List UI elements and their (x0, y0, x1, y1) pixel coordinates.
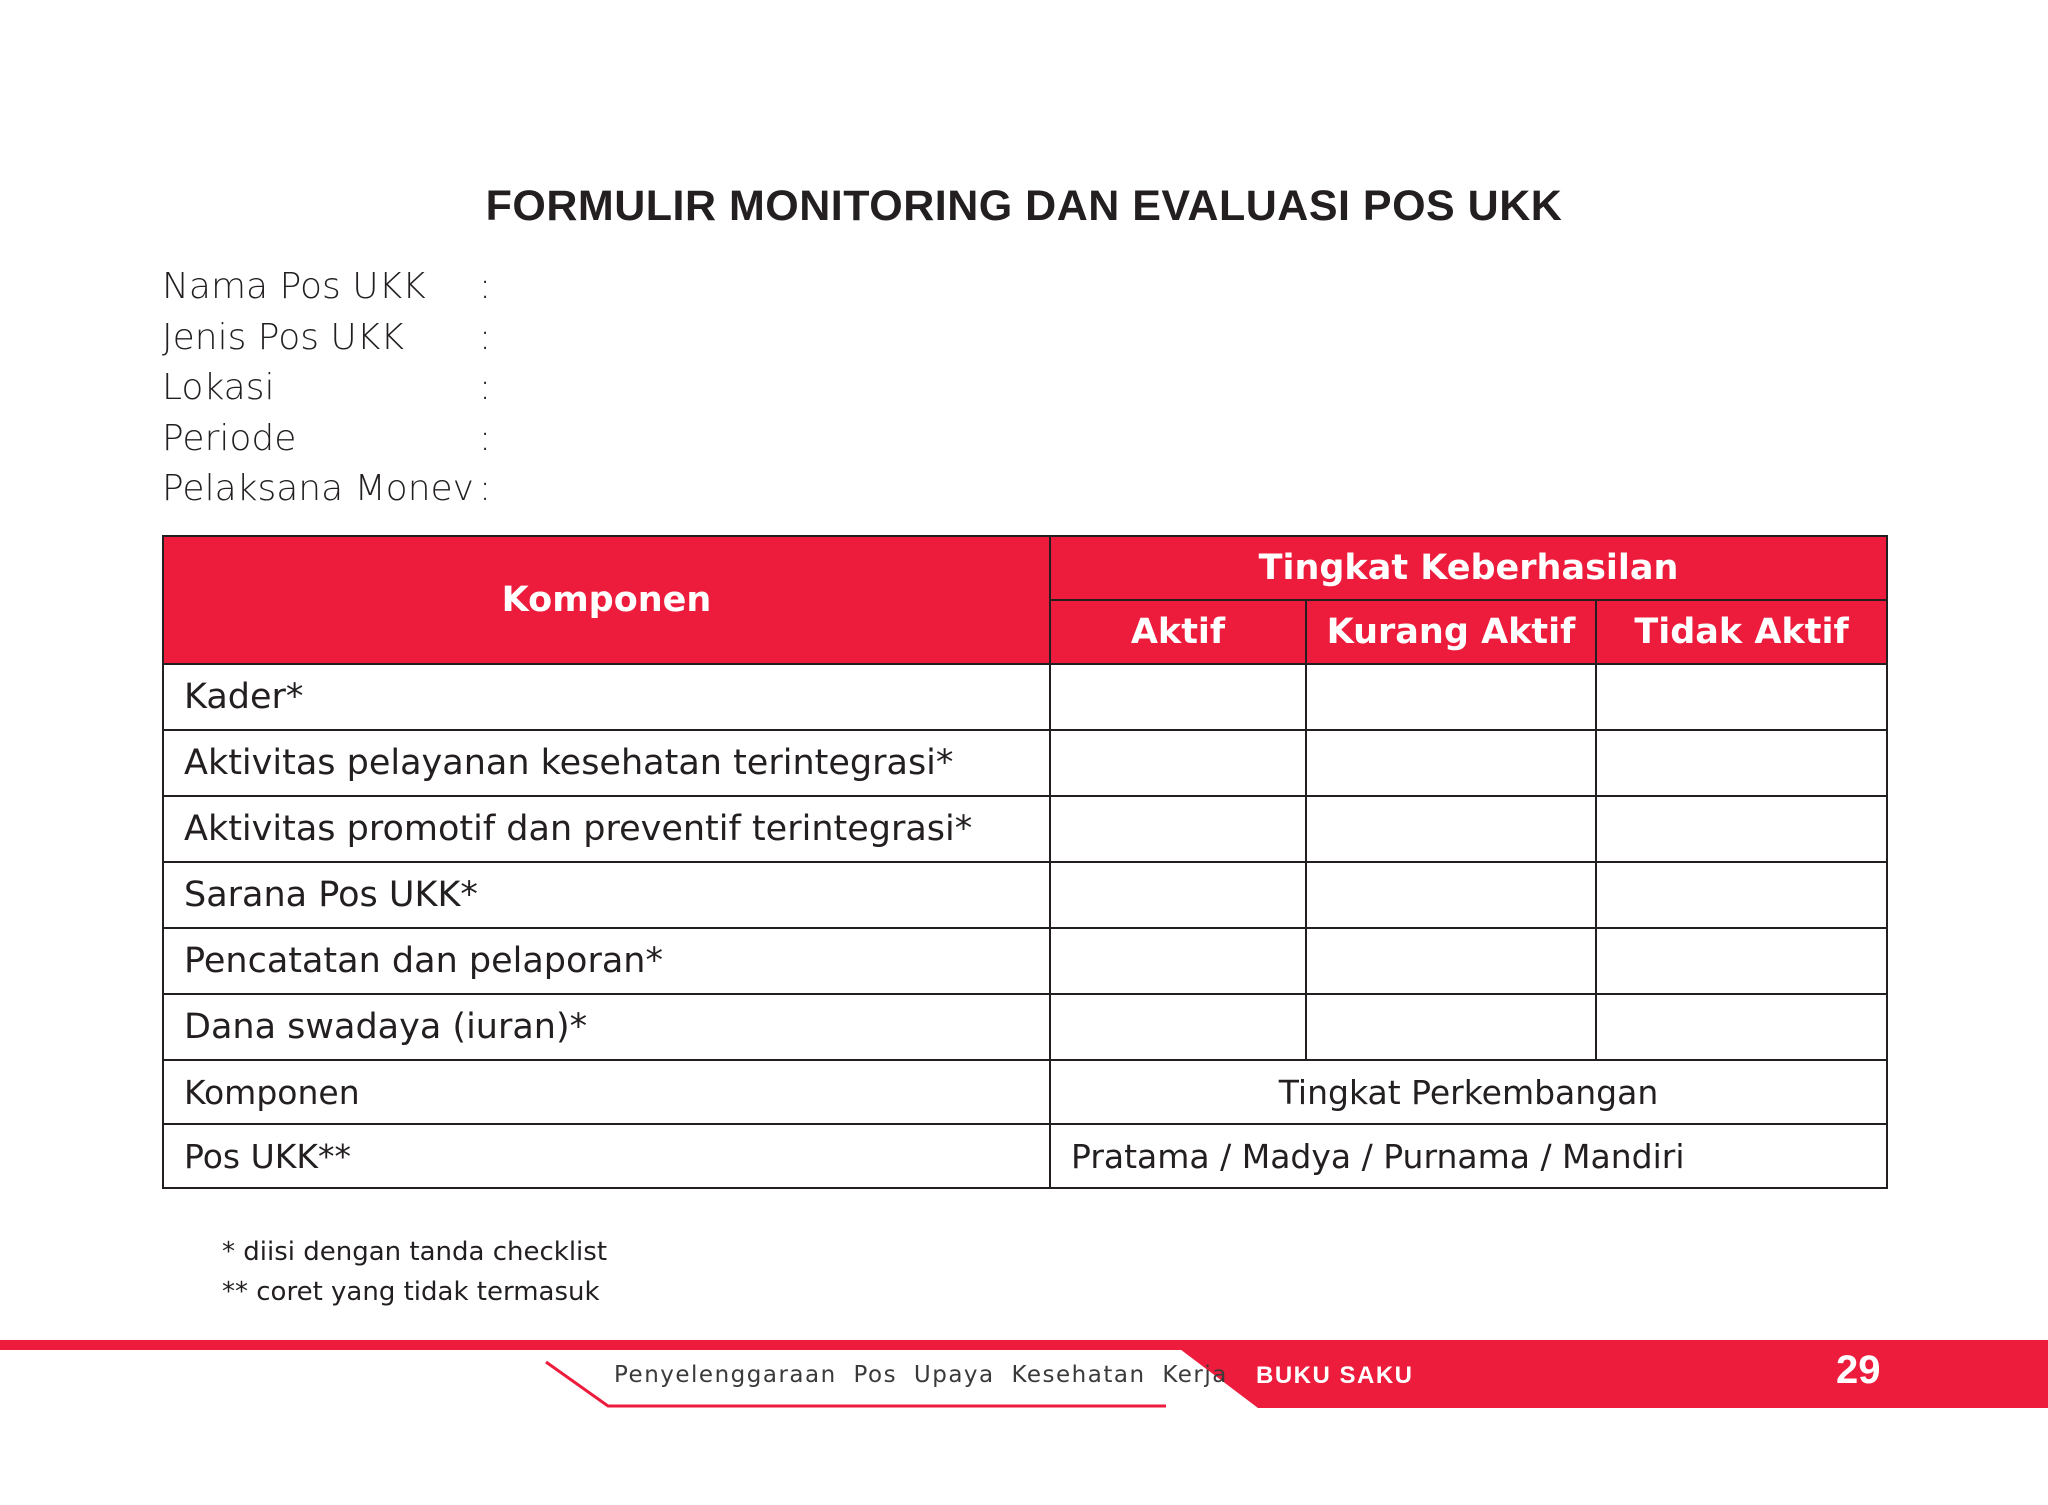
header-component: Komponen (163, 536, 1050, 664)
form-info (162, 262, 499, 515)
table-row (163, 796, 1887, 862)
row-label: Aktivitas promotif dan preventif terintegrasi* (163, 796, 1050, 862)
info-row-pelaksana (162, 464, 499, 515)
info-row-jenis (162, 313, 499, 364)
row-label: Sarana Pos UKK* (163, 862, 1050, 928)
footnote-checklist: * diisi dengan tanda checklist (222, 1237, 608, 1267)
page-title: FORMULIR MONITORING DAN EVALUASI POS UKK (485, 182, 1563, 230)
dev-row (163, 1124, 1887, 1188)
info-label: Periode (162, 417, 297, 459)
cell-tidak-aktif[interactable] (1596, 862, 1887, 928)
cell-tidak-aktif[interactable] (1596, 730, 1887, 796)
subheader-tidak-aktif: Tidak Aktif (1596, 600, 1887, 664)
info-row-periode (162, 414, 499, 465)
cell-aktif[interactable] (1050, 730, 1306, 796)
row-label: Aktivitas pelayanan kesehatan terintegrasi* (163, 730, 1050, 796)
evaluation-table (162, 535, 1888, 1189)
table-row (163, 664, 1887, 730)
info-label: Pelaksana Monev (162, 468, 474, 509)
info-colon: : (479, 266, 492, 307)
subheader-aktif: Aktif (1050, 600, 1306, 664)
table-row (163, 928, 1887, 994)
table-row (163, 994, 1887, 1060)
footer-subtitle: Penyelenggaraan Pos Upaya Kesehatan Kerja (614, 1362, 1228, 1388)
cell-tidak-aktif[interactable] (1596, 994, 1887, 1060)
info-colon: : (479, 367, 492, 408)
footer-book-label: BUKU SAKU (1256, 1362, 1414, 1389)
info-label: Nama Pos UKK (162, 266, 426, 307)
cell-aktif[interactable] (1050, 928, 1306, 994)
info-colon: : (479, 468, 492, 509)
cell-tidak-aktif[interactable] (1596, 796, 1887, 862)
cell-kurang-aktif[interactable] (1306, 994, 1596, 1060)
dev-header-row (163, 1060, 1887, 1124)
row-label: Pencatatan dan pelaporan* (163, 928, 1050, 994)
row-label: Kader* (163, 664, 1050, 730)
table-row (163, 862, 1887, 928)
page-number: 29 (1836, 1348, 1881, 1392)
info-colon: : (479, 417, 492, 459)
cell-tidak-aktif[interactable] (1596, 664, 1887, 730)
cell-kurang-aktif[interactable] (1306, 796, 1596, 862)
table-header-row (163, 536, 1887, 600)
subheader-kurang-aktif: Kurang Aktif (1306, 600, 1596, 664)
info-colon: : (479, 316, 492, 358)
cell-tidak-aktif[interactable] (1596, 928, 1887, 994)
cell-kurang-aktif[interactable] (1306, 664, 1596, 730)
dev-row-label: Pos UKK** (163, 1124, 1050, 1188)
footnote-strike: ** coret yang tidak termasuk (222, 1277, 600, 1307)
dev-header-component: Komponen (163, 1060, 1050, 1124)
info-label: Lokasi (162, 367, 275, 408)
cell-kurang-aktif[interactable] (1306, 862, 1596, 928)
row-label: Dana swadaya (iuran)* (163, 994, 1050, 1060)
cell-aktif[interactable] (1050, 796, 1306, 862)
dev-row-value[interactable]: Pratama / Madya / Purnama / Mandiri (1050, 1124, 1887, 1188)
info-label: Jenis Pos UKK (162, 316, 404, 358)
dev-header-level: Tingkat Perkembangan (1050, 1060, 1887, 1124)
footnotes (222, 1232, 607, 1312)
info-row-lokasi (162, 363, 499, 414)
info-row-nama (162, 262, 499, 313)
cell-kurang-aktif[interactable] (1306, 928, 1596, 994)
cell-aktif[interactable] (1050, 664, 1306, 730)
cell-kurang-aktif[interactable] (1306, 730, 1596, 796)
cell-aktif[interactable] (1050, 862, 1306, 928)
table-row (163, 730, 1887, 796)
cell-aktif[interactable] (1050, 994, 1306, 1060)
header-success-level: Tingkat Keberhasilan (1050, 536, 1887, 600)
